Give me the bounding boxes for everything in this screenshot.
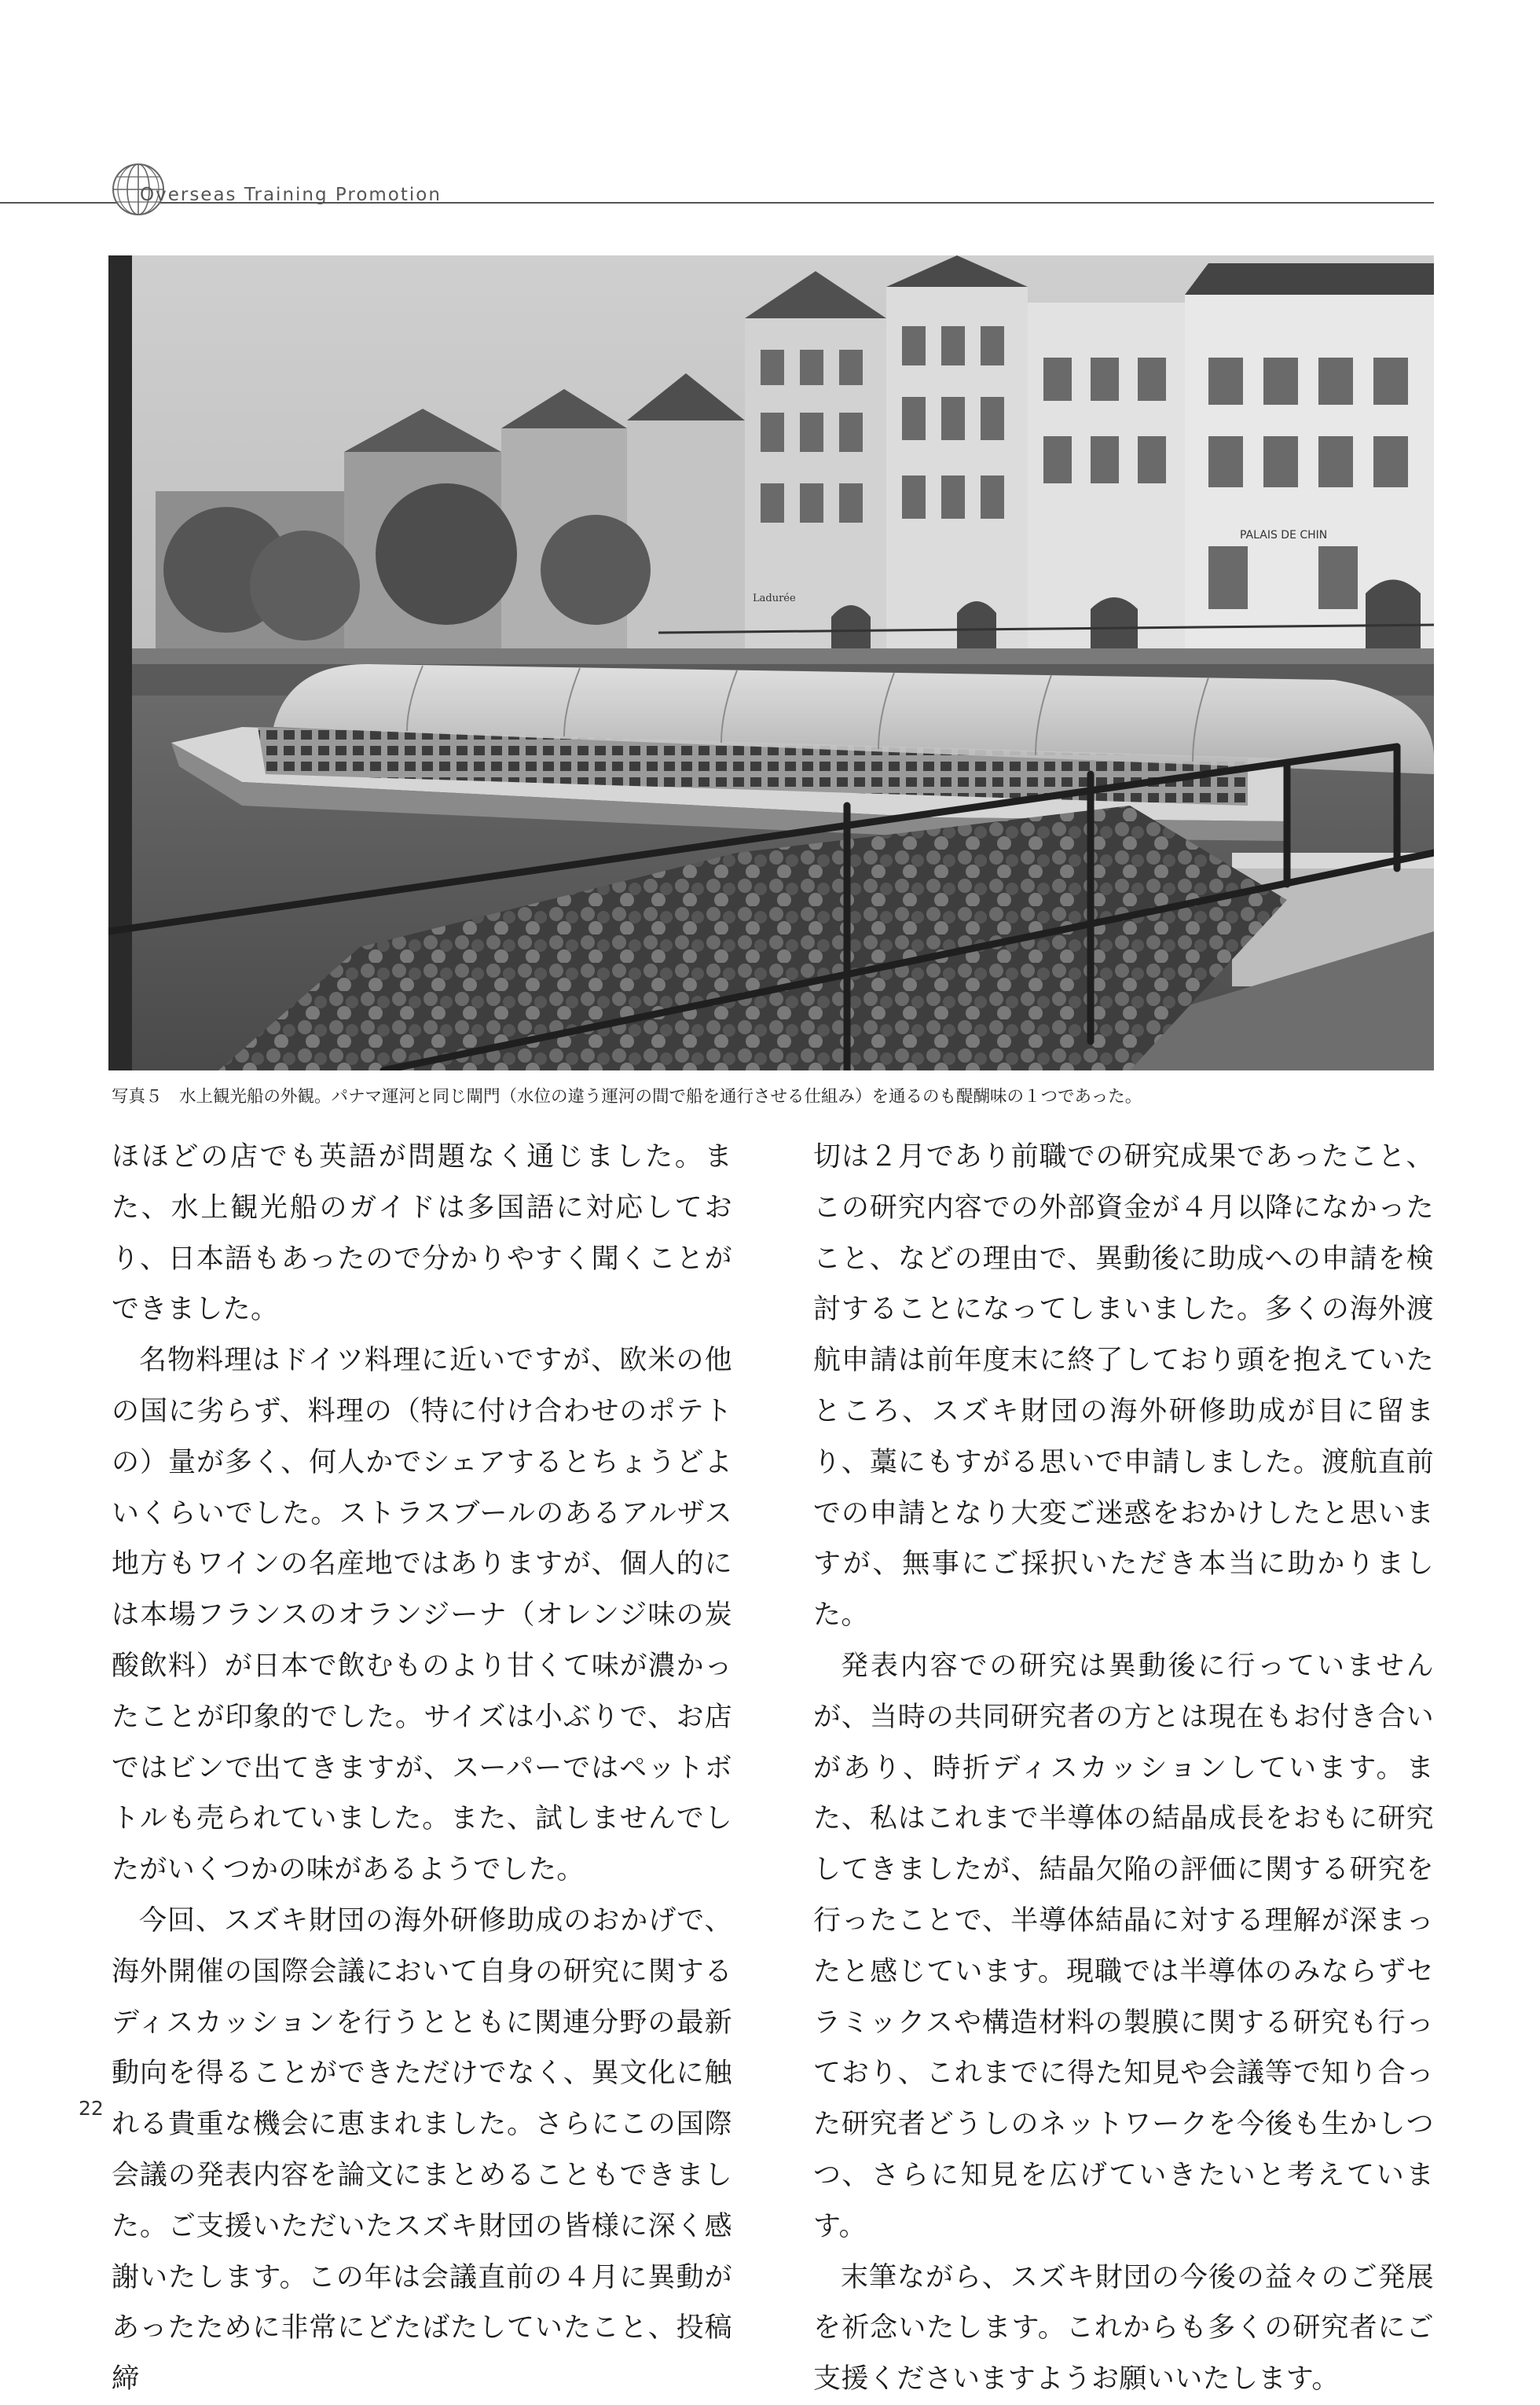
sign-laduree: Ladurée xyxy=(753,593,796,604)
paragraph: 名物料理はドイツ料理に近いですが、欧米の他の国に劣らず、料理の（特に付け合わせのポテトの）量が多く、何人かでシェアするとちょうどよいくらいでした。ストラスブールのあるアルザス地方もワインの名産地ではありますが、個人的には本場フランスのオランジーナ（オレンジ味の炭酸飲料）が日本で飲むものより甘くて味が濃かったことが印象的でした。サイズは小ぶりで、お店ではビンで出てきますが、スーパーではペットボトルも売られていました。また、試しませんでしたがいくつかの味があるようでした。 xyxy=(112,1345,732,1886)
paragraph: 発表内容での研究は異動後に行っていませんが、当時の共同研究者の方とは現在もお付き合いがあり、時折ディスカッションしています。また、私はこれまで半導体の結晶成長をおもに研究してきましたが、結晶欠陥の評価に関する研究を行ったことで、半導体結晶に対する理解が深まったと感じています。現職では半導体のみならずセラミックスや構造材料の製膜に関する研究も行っており、これまでに得た知見や会議等で知り合った研究者どうしのネットワークを今後も生かしつつ、さらに知見を広げていきたいと考えています。 xyxy=(813,1650,1434,2242)
running-header xyxy=(0,161,1540,224)
left-column xyxy=(112,1132,732,2405)
page-number: 22 xyxy=(79,2097,104,2120)
header-title: Overseas Training Promotion xyxy=(140,185,442,205)
photo-caption: 写真５ 水上観光船の外観。パナマ運河と同じ閘門（水位の違う運河の間で船を通行させる仕組み）を通るのも醍醐味の１つであった。 xyxy=(112,1087,1142,1107)
paragraph: 切は２月であり前職での研究成果であったこと、この研究内容での外部資金が４月以降になかったこと、などの理由で、異動後に助成への申請を検討することになってしまいました。多くの海外渡航申請は前年度末に終了しており頭を抱えていたところ、スズキ財団の海外研修助成が目に留まり、藁にもすがる思いで申請しました。渡航直前での申請となり大変ご迷惑をおかけしたと思いますが、無事にご採択いただき本当に助かりました。 xyxy=(813,1141,1434,1632)
photo-tour-boat xyxy=(108,255,1434,1070)
sign-palais-de-chin: PALAIS DE CHIN xyxy=(1240,529,1328,542)
paragraph: ほほどの店でも英語が問題なく通じました。また、水上観光船のガイドは多国語に対応しており、日本語もあったので分かりやすく聞くことができました。 xyxy=(112,1141,732,1326)
paragraph: 末筆ながら、スズキ財団の今後の益々のご発展を祈念いたします。これからも多くの研究者にご支援くださいますようお願いいたします。 xyxy=(813,2261,1434,2396)
paragraph: 今回、スズキ財団の海外研修助成のおかげで、海外開催の国際会議において自身の研究に関するディスカッションを行うとともに関連分野の最新動向を得ることができただけでなく、異文化に触れる貴重な機会に恵まれました。さらにこの国際会議の発表内容を論文にまとめることもできました。ご支援いただいたスズキ財団の皆様に深く感謝いたします。この年は会議直前の４月に異動があったために非常にどたばたしていたこと、投稿締 xyxy=(112,1904,732,2396)
right-column xyxy=(813,1132,1434,2405)
photo-illustration xyxy=(108,255,1434,1070)
